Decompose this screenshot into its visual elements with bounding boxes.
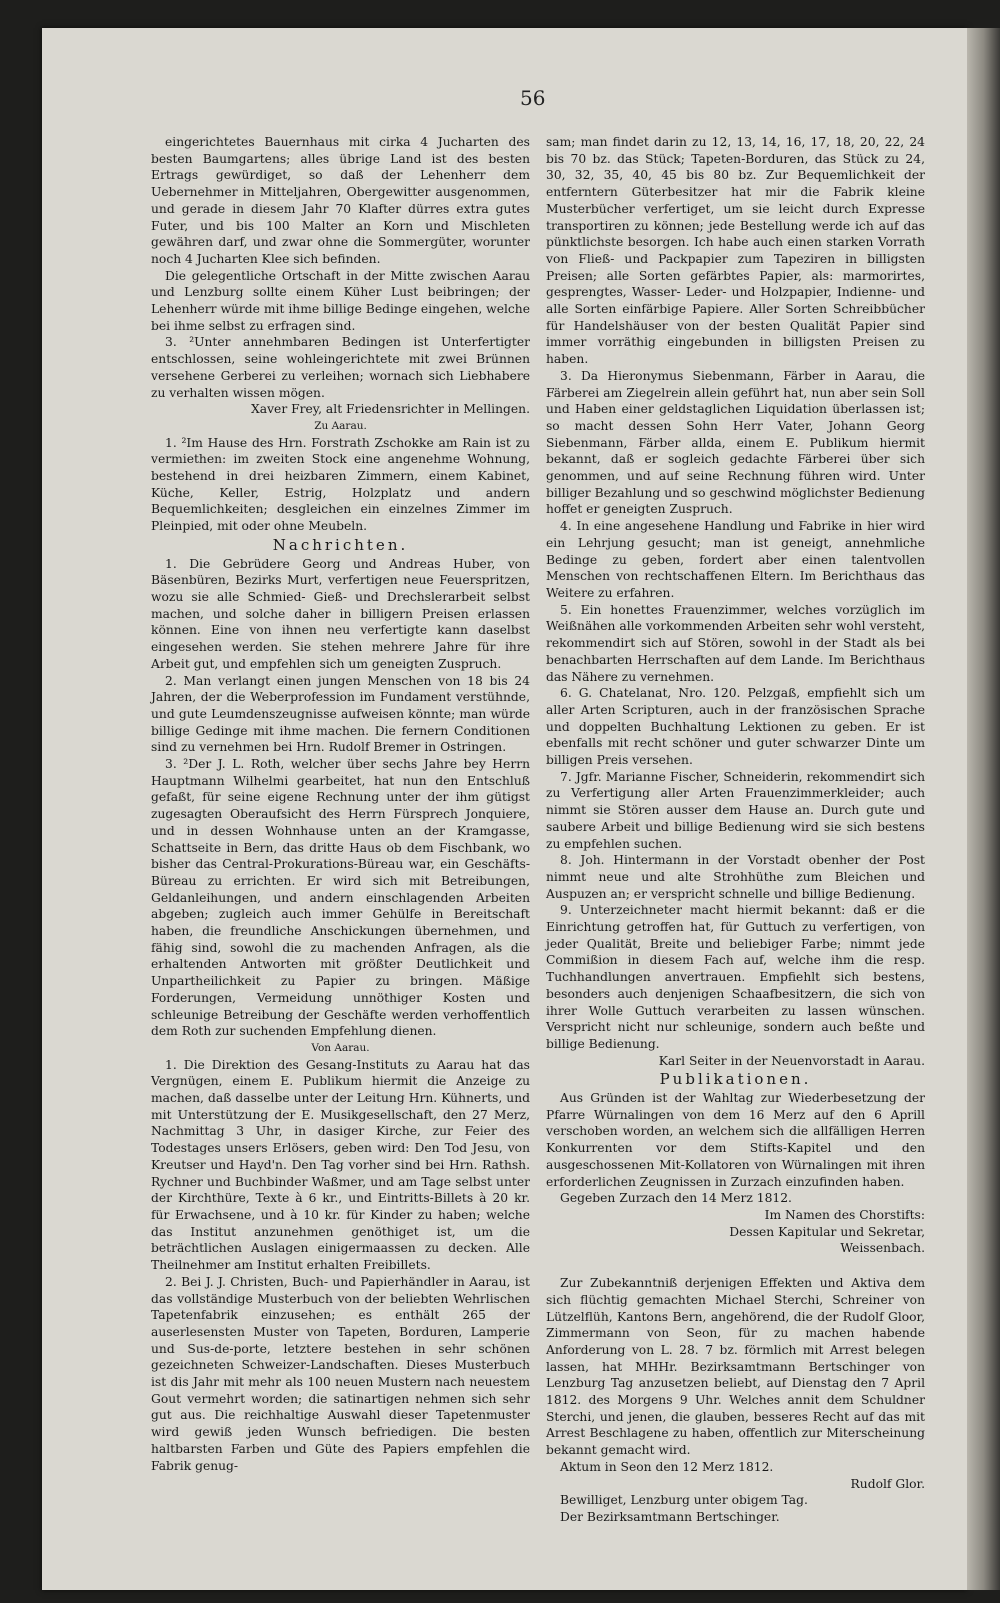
article-paragraph: 2. Man verlangt einen jungen Menschen von 18 bis 24 Jahren, der die Weberprofession im Fundament verstühnde, und gute Leumdenszeugnisse aufweisen könnte; man würde billige Gedinge mit ihme machen. Die fernern Conditionen sind zu vernehmen bei Hrn. Rudolf Bremer in Ostringen. — [151, 673, 530, 755]
article-paragraph: 6. G. Chatelanat, Nro. 120. Pelzgaß, empfiehlt sich um aller Arten Scripturen, auch in der französischen Sprache und doppelten Buchhaltung Lektionen zu geben. Er ist ebenfalls mit recht schöner und guter schwarzer Dinte um billigen Preis versehen. — [546, 686, 925, 768]
article-paragraph: 5. Ein honettes Frauenzimmer, welches vorzüglich im Weißnähen alle vorkommenden Arbeiten sehr wohl versteht, rekommendirt sich auf Stören, sowohl in der Stadt als bei benachbarten Herrschaften auf dem Lande. Im Berichthaus das Nähere zu vernehmen. — [546, 602, 925, 684]
article-paragraph: 2. Bei J. J. Christen, Buch- und Papierhändler in Aarau, ist das vollständige Musterbuch von der beliebten Wehrlischen Tapetenfabrik einzusehen; es enthält 265 der auserlesensten Muster von Tapeten, Borduren, Lamperie und Sus-de-porte, letztere bestehen in sehr schönen gezeichneten Schweizer-Landschaften. Dieses Musterbuch ist dis Jahr mit mehr als 100 neuen Mustern nach neuestem Gout vermehrt worden; die satinartigen nehmen sich sehr gut aus. Die reichhaltige Auswahl dieser Tapetenmuster wird gewiß jeden Wunsch befriedigen. Die besten haltbarsten Farben und Güte des Papiers empfehlen die Fabrik genug- — [151, 1274, 530, 1473]
article-paragraph: Aktum in Seon den 12 Merz 1812. — [560, 1459, 774, 1474]
article-paragraph: Zur Zubekanntniß derjenigen Effekten und Aktiva dem sich flüchtig gemachten Michael Sterchi, Schreiner von Lützelflüh, Kantons Bern, angehörend, die der Rudolf Gloor, Zimmermann von Seon, für zu machen habende Anforderung von L. 28. 7 bz. förmlich mit Arrest belegen lassen, hat MHHr. Bezirksamtmann Bertschinger von Lenzburg Tag anzusetzen beliebt, auf Dienstag den 7 April 1812. des Morgens 9 Uhr. Welches annit dem Schuldner Sterchi, und jenen, die glauben, besseres Recht auf das mit Arrest Beschlagene zu haben, offentlich zur Miterscheinung bekannt gemacht wird. — [546, 1276, 925, 1458]
article-paragraph: Gegeben Zurzach den 14 Merz 1812. — [560, 1191, 792, 1206]
place-heading: Zu Aarau. — [314, 419, 367, 432]
section-heading: Nachrichten. — [272, 535, 409, 554]
section-heading: Publikationen. — [659, 1070, 812, 1089]
article-paragraph: 1. Die Gebrüdere Georg und Andreas Huber, von Bäsenbüren, Bezirks Murt, verfertigen neue Feuerspritzen, wozu sie alle Schmied- Gieß- und Drechslerarbeit selbst machen, und solche daher in billigern Preisen erlassen können. Eine von ihnen neu verfertigte kann daselbst eingesehen werden. Sie stehen mehrere Jahre für ihre Arbeit gut, und empfehlen sich um geneigten Zuspruch. — [151, 556, 530, 671]
article-paragraph: 9. Unterzeichneter macht hiermit bekannt: daß er die Einrichtung getroffen hat, für Guttuch zu verfertigen, von jeder Qualität, Breite und beliebiger Farbe; nimmt jede Commißion in diesem Fach auf, welche ihm die resp. Tuchhandlungen anvertrauen. Empfiehlt sich bestens, besonders auch denjenigen Schaafbesitzern, die sich von ihrer Wolle Guttuch verarbeiten zu lassen wünschen. Verspricht nicht nur schleunige, sondern auch beßte und billige Bedienung. — [546, 903, 925, 1051]
signature-line: Xaver Frey, alt Friedensrichter in Mellingen. — [251, 402, 530, 417]
place-heading: Von Aarau. — [311, 1041, 370, 1054]
signature-line: Weissenbach. — [840, 1241, 925, 1256]
article-paragraph: Aus Gründen ist der Wahltag zur Wiederbesetzung der Pfarre Würnalingen von dem 16 Merz auf den 6 Aprill verschoben worden, an welchem sich die allfälligen Herren Konkurrenten vor dem Stifts-Kapitel und den ausgeschossenen Mit-Kollatoren von Würnalingen mit ihren erforderlichen Zeugnissen in Zurzach einzufinden haben. — [546, 1091, 925, 1189]
article-paragraph: 3. Da Hieronymus Siebenmann, Färber in Aarau, die Färberei am Ziegelrein allein geführt hat, nun aber sein Soll und Haben einer geldstaglichen Liquidation überlassen ist; so macht dessen Sohn Herr Vater, Johann Georg Siebenmann, Färber allda, einem E. Publikum hiermit bekannt, daß er sogleich gedachte Färberei über sich genommen, und auf seine Rechnung führen wird. Unter billiger Bezahlung und so geschwind möglichster Bedienung hoffet er geneigten Zuspruch. — [546, 368, 925, 517]
article-paragraph: Der Bezirksamtmann Bertschinger. — [560, 1509, 780, 1524]
article-paragraph: 4. In eine angesehene Handlung und Fabrike in hier wird ein Lehrjung gesucht; man ist geneigt, annehmliche Bedinge zu geben, fordert aber einen talentvollen Menschen von rechtschaffenen Eltern. Im Berichthaus das Weitere zu erfahren. — [546, 519, 925, 600]
article-paragraph: 3. ²Der J. L. Roth, welcher über sechs Jahre bey Herrn Hauptmann Wilhelmi gearbeitet, hat nun den Entschluß gefaßt, für seine eigene Rechnung unter der ihm gütigst zugesagten Oberaufsicht des Herrn Fürsprech Jonquiere, und in dessen Wohnhause unten an der Kramgasse, Schattseite in Bern, das dritte Haus ob dem Fischbank, wo bisher das Central-Prokurations-Büreau war, ein Geschäfts-Büreau zu errichten. Er wird sich mit Betreibungen, Geldanleihungen, und andern einschlagenden Arbeiten abgeben; zugleich auch immer Gehülfe in Bereitschaft haben, die freundliche Anschickungen übernehmen, und fähig sind, sowohl die zu machenden Anfragen, als die erhaltenden Antworten mit größter Deutlichkeit und Unpartheilichkeit zu Papier zu bringen. Mäßige Forderungen, Vermeidung unnöthiger Kosten und schleunige Betreibung der Geschäfte werden verhoffentlich dem Roth zur suchenden Empfehlung dienen. — [151, 757, 530, 1039]
signature-line: Dessen Kapitular und Sekretar, — [729, 1224, 925, 1239]
article-paragraph: 1. ²Im Hause des Hrn. Forstrath Zschokke am Rain ist zu vermiethen: im zweiten Stock eine angenehme Wohnung, bestehend in drei heizbaren Zimmern, einem Kabinet, Küche, Keller, Estrig, Holzplatz und andern Bequemlichkeiten; desgleichen ein einzelnes Zimmer im Pleinpied, mit oder ohne Meubeln. — [151, 435, 530, 534]
article-paragraph: 1. Die Direktion des Gesang-Instituts zu Aarau hat das Vergnügen, einem E. Publikum hiermit die Anzeige zu machen, daß dasselbe unter der Leitung Hrn. Kühnerts, und mit Unterstützung der E. Musikgesellschaft, den 27 Merz, Nachmittag 3 Uhr, in dasiger Kirche, zur Feier des Todestages unsers Erlösers, geben wird: Den Tod Jesu, von Kreutser und Hayd'n. Den Tag vorher sind bei Hrn. Rathsh. Rychner und Buchbinder Waßmer, und am Tage selbst unter der Kirchthüre, Texte à 6 kr., und Eintritts-Billets à 20 kr. für Erwachsene, und à 10 kr. für Kinder zu haben; welche das Institut anzunehmen genöthiget ist, um die beträchtlichen Auslagen einigermaassen zu decken. Alle Theilnehmer am Institut erhalten Freibillets. — [151, 1057, 530, 1273]
right-column — [546, 134, 925, 1526]
article-paragraph: Die gelegentliche Ortschaft in der Mitte zwischen Aarau und Lenzburg sollte einem Küher Lust beibringen; der Lehenherr würde mit ihme billige Bedinge eingehen, welche bei ihme selbst zu erfragen sind. — [151, 268, 530, 333]
page-number: 56 — [520, 86, 546, 110]
spacer — [546, 1257, 925, 1275]
page-edge — [967, 28, 1000, 1590]
article-paragraph: 7. Jgfr. Marianne Fischer, Schneiderin, rekommendirt sich zu Verfertigung aller Arten Frauenzimmerkleider; auch nimmt sie Stören ausser dem Hause an. Durch gute und saubere Arbeit und billige Bedienung wird sie sich bestens zu empfehlen suchen. — [546, 769, 925, 851]
left-column — [151, 134, 530, 1474]
article-paragraph: 3. ²Unter annehmbaren Bedingen ist Unterfertigter entschlossen, seine wohleingerichtete mit zwei Brünnen versehene Gerberei zu verleihen; wornach sich Liebhabere zu verhalten wissen mögen. — [151, 335, 530, 400]
signature-line: Rudolf Glor. — [850, 1476, 925, 1491]
article-paragraph: 8. Joh. Hintermann in der Vorstadt obenher der Post nimmt neue und alte Strohhüthe zum Bleichen und Auspuzen an; er verspricht schnelle und billige Bedienung. — [546, 853, 925, 901]
signature-line: Im Namen des Chorstifts: — [764, 1208, 925, 1222]
signature-line: Karl Seiter in der Neuenvorstadt in Aarau. — [658, 1053, 925, 1068]
article-paragraph: Bewilliget, Lenzburg unter obigem Tag. — [560, 1493, 808, 1508]
article-paragraph: sam; man findet darin zu 12, 13, 14, 16, 17, 18, 20, 22, 24 bis 70 bz. das Stück; Tapeten-Borduren, das Stück zu 24, 30, 32, 35, 40, 45 bis 80 bz. Zur Bequemlichkeit der entferntern Güterbesitzer hat mir die Fabrik kleine Musterbücher verfertiget, um sie leicht durch Expresse transportiren zu können; jede Bestellung werde ich auf das pünktlichste besorgen. Ich habe auch einen starken Vorrath von Fließ- und Packpapier zum Tapeziren in billigsten Preisen; alle Sorten gefärbtes Papier, als: marmorirtes, gesprengtes, Wasser- Leder- und Holzpapier, Indienne- und alle Sorten einfärbige Papiere. Aller Sorten Schreibbücher für Handelshäuser von der besten Qualität Papier sind immer vorräthig eingebunden in billigsten Preisen zu haben. — [546, 135, 925, 367]
article-paragraph: eingerichtetes Bauernhaus mit cirka 4 Jucharten des besten Baumgartens; alles übrige Land ist des besten Ertrags gewürdiget, so daß der Lehenherr dem Uebernehmer in Mitteljahren, Obergewitter ausgenommen, und gerade in diesem Jahr 70 Klafter dürres extra gutes Futer, und bis 100 Malter an Korn und Mischleten gewähren darf, und zwar ohne die Sommergüter, worunter noch 4 Jucharten Klee sich befinden. — [151, 135, 530, 266]
